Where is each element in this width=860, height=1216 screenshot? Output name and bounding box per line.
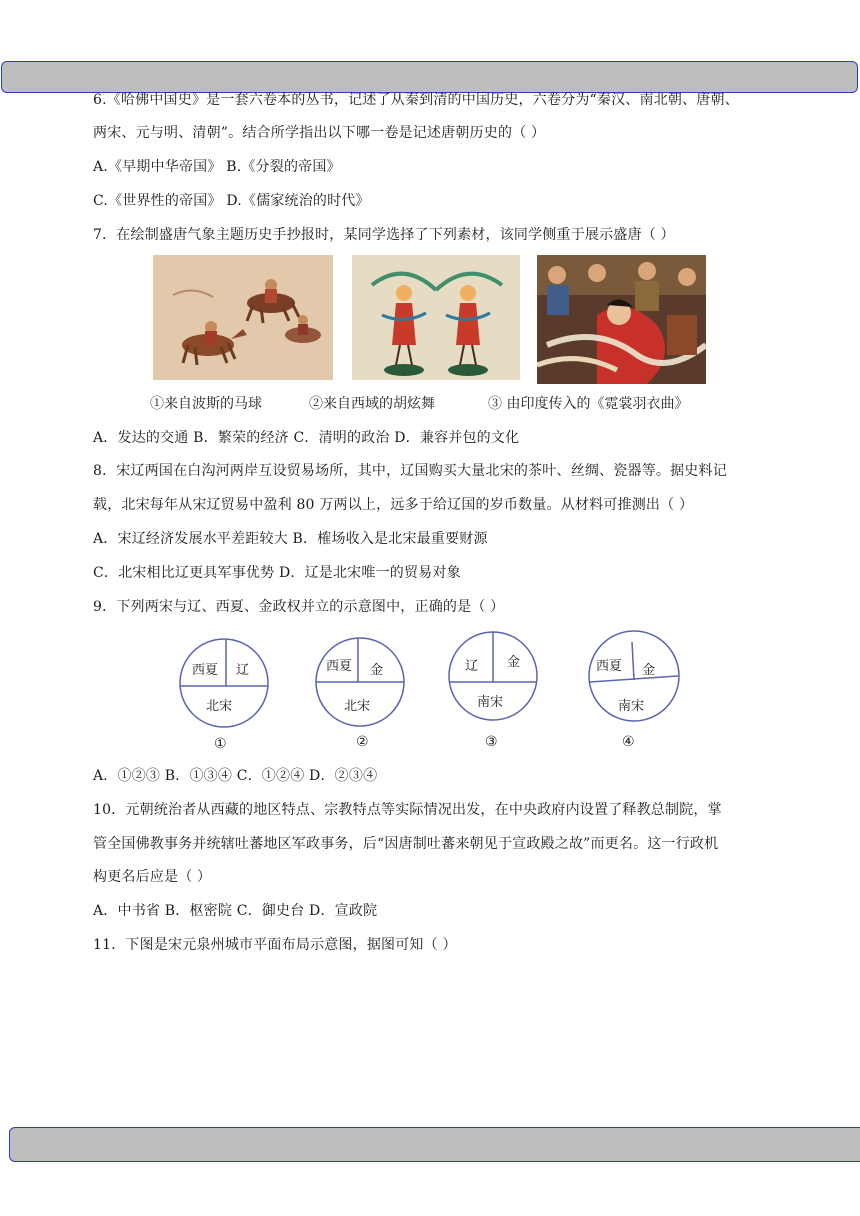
footer-bar bbox=[9, 1127, 860, 1162]
q6-stem-line2: 两宋、元与明、清朝”。结合所学指出以下哪一卷是记述唐朝历史的（ ） bbox=[93, 125, 546, 141]
region-left-label: 辽 bbox=[465, 659, 479, 674]
region-bottom-label: 南宋 bbox=[618, 699, 645, 714]
region-left-label: 西夏 bbox=[192, 663, 219, 678]
q7-options: A．发达的交通 B．繁荣的经济 C．清明的政治 D．兼容并包的文化 bbox=[93, 430, 520, 446]
q6-stem-line1: 6.《哈佛中国史》是一套六卷本的丛书，记述了从秦到清的中国历史，六卷分为“秦汉、南北朝、唐朝、 bbox=[93, 92, 739, 108]
region-left-label: 西夏 bbox=[326, 659, 353, 674]
q7-caption-1: ①来自波斯的马球 bbox=[150, 396, 262, 412]
q7-caption-2: ②来自西域的胡炫舞 bbox=[309, 396, 435, 412]
q8-stem-line1: 8．宋辽两国在白沟河两岸互设贸易场所，其中，辽国购买大量北宋的茶叶、丝绸、瓷器等。据史料记 bbox=[93, 463, 727, 479]
region-right-label: 金 bbox=[370, 663, 384, 678]
q11-stem: 11．下图是宋元泉州城市平面布局示意图，据图可知（ ） bbox=[93, 937, 457, 953]
region-right-label: 金 bbox=[507, 655, 521, 670]
region-right-label: 辽 bbox=[236, 663, 250, 678]
q7-images bbox=[0, 255, 860, 385]
q8-options-ab: A．宋辽经济发展水平差距较大 B．榷场收入是北宋最重要财源 bbox=[93, 531, 488, 547]
region-bottom-label: 南宋 bbox=[477, 695, 504, 710]
q8-stem-line2: 载，北宋每年从宋辽贸易中盈利 80 万两以上，远多于给辽国的岁币数量。从材料可推测出（ ） bbox=[93, 497, 694, 513]
q6-options-ab: A.《早期中华帝国》 B.《分裂的帝国》 bbox=[93, 159, 341, 175]
q9-options: A．①②③ B．①③④ C．①②④ D．②③④ bbox=[93, 768, 378, 784]
q9-diagram-1 bbox=[178, 636, 272, 754]
q10-stem-line2: 管全国佛教事务并统辖吐蕃地区军政事务，后“因唐制吐蕃来朝见于宣政殿之故”而更名。这一行政机 bbox=[93, 836, 719, 852]
region-right-label: 金 bbox=[642, 663, 656, 678]
q6-options-cd: C.《世界性的帝国》 D.《儒家统治的时代》 bbox=[93, 193, 370, 209]
diagram-number: ② bbox=[356, 734, 369, 750]
q10-stem-line1: 10．元朝统治者从西藏的地区特点、宗教特点等实际情况出发，在中央政府内设置了释教总制院，掌 bbox=[93, 802, 722, 818]
q9-diagram-4 bbox=[586, 628, 682, 752]
q9-diagram-2 bbox=[314, 634, 408, 754]
q7-caption-3: ③ 由印度传入的《霓裳羽衣曲》 bbox=[488, 396, 689, 412]
region-bottom-label: 北宋 bbox=[206, 699, 233, 714]
huxuan-dance-image bbox=[352, 255, 520, 380]
q8-options-cd: C．北宋相比辽更具军事优势 D．辽是北宋唯一的贸易对象 bbox=[93, 565, 461, 581]
q9-stem: 9．下列两宋与辽、西夏、金政权并立的示意图中，正确的是（ ） bbox=[93, 599, 505, 615]
q7-stem: 7．在绘制盛唐气象主题历史手抄报时，某同学选择了下列素材，该同学侧重于展示盛唐（ ） bbox=[93, 227, 675, 243]
diagram-number: ④ bbox=[622, 734, 635, 750]
region-bottom-label: 北宋 bbox=[344, 699, 371, 714]
diagram-number: ① bbox=[214, 736, 227, 752]
q10-stem-line3: 构更名后应是（ ） bbox=[93, 869, 212, 885]
q10-options: A．中书省 B．枢密院 C．御史台 D．宣政院 bbox=[93, 903, 378, 919]
polo-painting-image bbox=[153, 255, 333, 380]
q9-diagram-3 bbox=[447, 628, 541, 752]
region-left-label: 西夏 bbox=[596, 659, 623, 674]
header-bar bbox=[1, 61, 858, 93]
nichang-dance-image bbox=[537, 255, 706, 384]
diagram-number: ③ bbox=[485, 734, 498, 750]
